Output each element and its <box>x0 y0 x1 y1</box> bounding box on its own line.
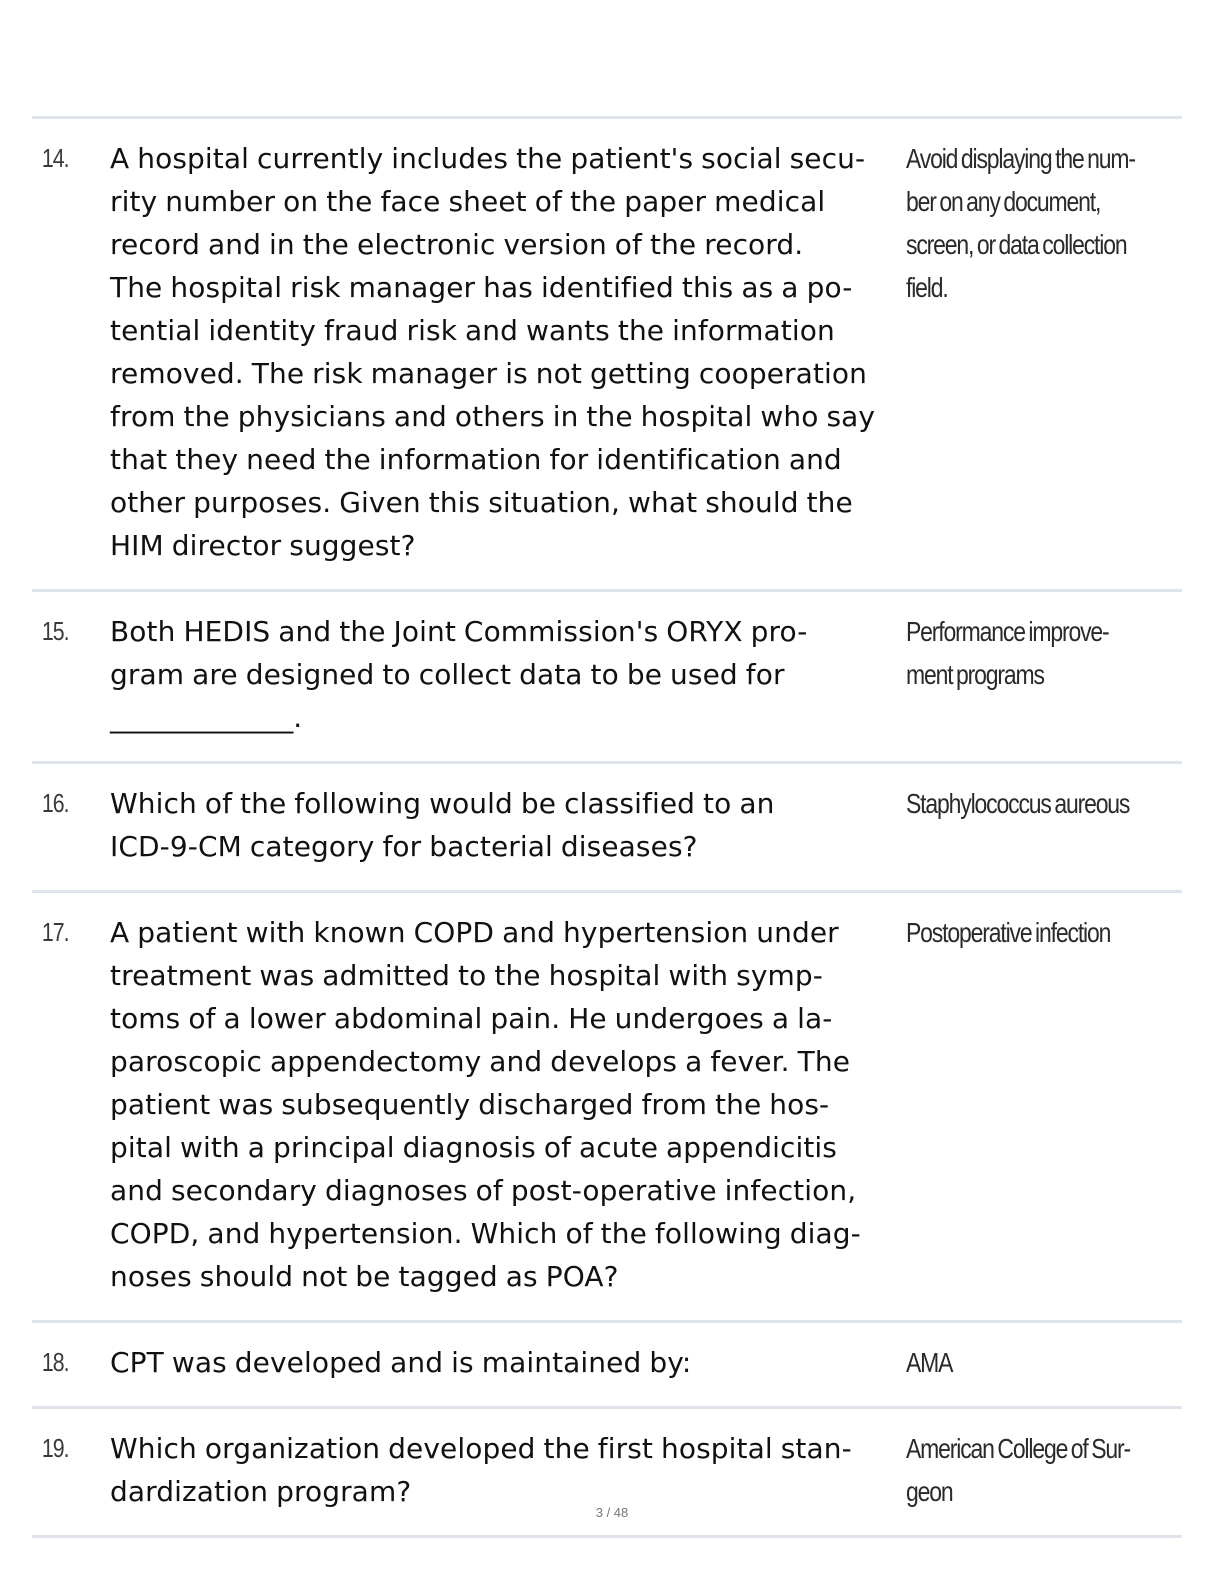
question-line: A hospital currently includes the patient's social secu- <box>110 142 866 175</box>
question-line: and secondary diagnoses of post-operative infection, <box>110 1174 857 1207</box>
question-number: 17. <box>41 917 69 947</box>
question-line: HIM director suggest? <box>110 529 416 562</box>
answer-line: geon <box>906 1476 953 1507</box>
question-number: 14. <box>41 143 69 173</box>
question-line: that they need the information for identification and <box>110 443 842 476</box>
question-number: 16. <box>41 788 69 818</box>
page-indicator: 3 / 48 <box>595 1505 629 1520</box>
answer-line: American College of Sur- <box>906 1433 1131 1464</box>
question-line: paroscopic appendectomy and develops a fever. The <box>110 1045 851 1078</box>
answer-line: Avoid displaying the num- <box>906 143 1135 174</box>
table-row <box>32 592 1182 764</box>
question-number: 15. <box>41 616 69 646</box>
question-line: toms of a lower abdominal pain. He undergoes a la- <box>110 1002 833 1035</box>
question-line: patient was subsequently discharged from the hos- <box>110 1088 830 1121</box>
question-text <box>110 1427 906 1513</box>
question-line: A patient with known COPD and hypertension under <box>110 916 839 949</box>
question-line: _____________. <box>110 701 303 734</box>
answer-text <box>906 911 1182 1298</box>
answer-line: AMA <box>906 1347 953 1378</box>
answer-line: Staphylococcus aureous <box>906 788 1130 819</box>
answer-text <box>906 1341 1182 1384</box>
table-row <box>32 893 1182 1323</box>
table-row <box>32 764 1182 893</box>
question-line: Which of the following would be classified to an <box>110 787 775 820</box>
question-line: ICD-9-CM category for bacterial diseases? <box>110 830 698 863</box>
question-line: from the physicians and others in the hospital who say <box>110 400 876 433</box>
answer-text <box>906 137 1182 567</box>
question-number: 18. <box>41 1347 69 1377</box>
question-line: The hospital risk manager has identified this as a po- <box>110 271 853 304</box>
question-text <box>110 137 906 567</box>
question-number: 19. <box>41 1433 69 1463</box>
question-line: removed. The risk manager is not getting cooperation <box>110 357 867 390</box>
question-line: rity number on the face sheet of the paper medical <box>110 185 826 218</box>
answer-text <box>906 610 1182 739</box>
question-line: other purposes. Given this situation, what should the <box>110 486 853 519</box>
flashcard-table <box>32 116 1182 1538</box>
question-line: treatment was admitted to the hospital with symp- <box>110 959 823 992</box>
question-line: noses should not be tagged as POA? <box>110 1260 619 1293</box>
question-line: gram are designed to collect data to be used for <box>110 658 785 691</box>
table-row <box>32 119 1182 592</box>
question-text <box>110 610 906 739</box>
question-line: record and in the electronic version of the record. <box>110 228 804 261</box>
answer-line: ber on any document, <box>906 186 1101 217</box>
answer-line: ment programs <box>906 659 1044 690</box>
question-text <box>110 1341 906 1384</box>
answer-text <box>906 782 1182 868</box>
answer-line: Performance improve- <box>906 616 1109 647</box>
question-line: Both HEDIS and the Joint Commission's ORYX pro- <box>110 615 808 648</box>
question-text <box>110 911 906 1298</box>
answer-line: screen, or data collection <box>906 229 1127 260</box>
question-line: COPD, and hypertension. Which of the following diag- <box>110 1217 861 1250</box>
answer-text <box>906 1427 1182 1513</box>
question-line: Which organization developed the first hospital stan- <box>110 1432 852 1465</box>
question-text <box>110 782 906 868</box>
answer-line: Postoperative infection <box>906 917 1111 948</box>
question-line: tential identity fraud risk and wants the information <box>110 314 835 347</box>
question-line: pital with a principal diagnosis of acute appendicitis <box>110 1131 837 1164</box>
question-line: dardization program? <box>110 1475 412 1508</box>
answer-line: field. <box>906 272 948 303</box>
table-row <box>32 1323 1182 1409</box>
question-line: CPT was developed and is maintained by: <box>110 1346 692 1379</box>
